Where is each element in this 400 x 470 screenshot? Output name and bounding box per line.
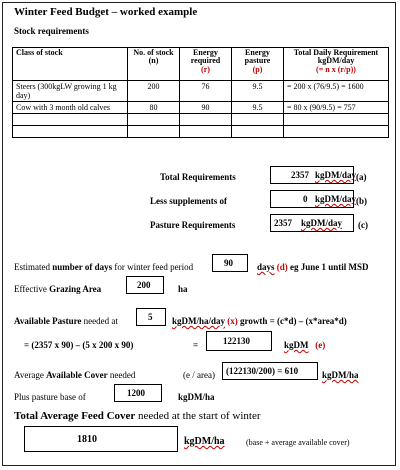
unit-label: kgDM/day — [315, 194, 357, 204]
cover-value: (122130/200) = 610 — [226, 366, 299, 376]
final-box — [24, 426, 178, 452]
pasture-requirements-label: Pasture Requirements — [150, 220, 236, 230]
cell-r: 90 — [180, 102, 232, 114]
header-total: Total Daily Requirement kgDM/day (= n x (r/p)) — [284, 48, 389, 81]
tag-c: (c) — [358, 220, 368, 230]
final-note: (base + average available cover) — [246, 438, 350, 447]
available-box — [136, 308, 166, 326]
available-formula-row: kgDM/ha/day (x) growth = (c*d) – (x*area*d) — [172, 316, 347, 326]
pasture-requirements-value: 2357 — [274, 218, 292, 228]
available-value: 5 — [148, 312, 153, 322]
section-heading: Stock requirements — [14, 26, 89, 36]
final-heading: Total Average Feed Cover needed at the start of winter — [14, 410, 261, 422]
cell-n: 200 — [128, 81, 180, 102]
cell-n: 80 — [128, 102, 180, 114]
table-header-row — [13, 48, 389, 81]
header-class: Class of stock — [13, 48, 128, 81]
final-value: 1810 — [77, 434, 97, 445]
cell-total: = 80 x (90/9.5) = 757 — [284, 102, 389, 114]
unit-label: kgDM/day — [315, 170, 357, 180]
base-value: 1200 — [127, 388, 145, 398]
total-requirements-box — [270, 166, 357, 184]
available-calc-eq: = — [193, 340, 199, 350]
days-box — [212, 254, 248, 272]
cell-class: Cow with 3 month old calves — [13, 102, 128, 114]
cover-box — [222, 362, 318, 380]
available-label: Available Pasture needed at — [14, 316, 118, 326]
less-supplements-value: 0 — [303, 194, 308, 204]
cell-p: 9.5 — [232, 81, 284, 102]
tag-a: (a) — [356, 172, 367, 182]
cell-class: Steers (300kgLW growing 1 kg day) — [13, 81, 128, 102]
days-value: 90 — [224, 258, 233, 268]
cell-total: = 200 x (76/9.5) = 1600 — [284, 81, 389, 102]
table-row-empty — [13, 126, 389, 138]
available-result-value: 122130 — [223, 336, 250, 346]
table-row-empty — [13, 114, 389, 126]
area-value: 200 — [137, 280, 151, 290]
page-title: Winter Feed Budget – worked example — [14, 6, 198, 18]
available-result-box — [206, 331, 272, 351]
less-supplements-label: Less supplements of — [150, 196, 228, 206]
cell-p: 9.5 — [232, 102, 284, 114]
area-label: Effective Grazing Area — [14, 284, 102, 294]
available-result-unit: kgDM (e) — [284, 340, 326, 350]
pasture-requirements-box — [270, 214, 354, 232]
days-unit-row: days (d) eg June 1 until MSD — [257, 262, 369, 272]
table-row — [13, 81, 389, 102]
cover-formula: (e / area) — [183, 370, 215, 380]
final-unit: kgDM/ha — [184, 436, 225, 447]
days-label: Estimated number of days for winter feed period — [14, 262, 194, 272]
less-supplements-box — [270, 190, 357, 208]
area-unit: ha — [178, 284, 188, 294]
total-requirements-value: 2357 — [291, 170, 309, 180]
header-number: No. of stock (n) — [128, 48, 180, 81]
base-unit: kgDM/ha — [178, 392, 215, 402]
base-label: Plus pasture base of — [14, 392, 86, 402]
unit-label: kgDM/day — [301, 218, 343, 228]
table-row — [13, 102, 389, 114]
header-energy-required: Energy required (r) — [180, 48, 232, 81]
cover-label: Average Available Cover needed — [14, 370, 136, 380]
base-box — [114, 384, 162, 402]
header-energy-pasture: Energy pasture (p) — [232, 48, 284, 81]
total-requirements-label: Total Requirements — [160, 172, 236, 182]
available-calc: = (2357 x 90) – (5 x 200 x 90) — [24, 340, 134, 350]
stock-table — [12, 47, 389, 138]
area-box — [126, 276, 164, 294]
tag-b: (b) — [356, 196, 367, 206]
cover-unit: kgDM/ha — [322, 370, 359, 380]
cell-r: 76 — [180, 81, 232, 102]
